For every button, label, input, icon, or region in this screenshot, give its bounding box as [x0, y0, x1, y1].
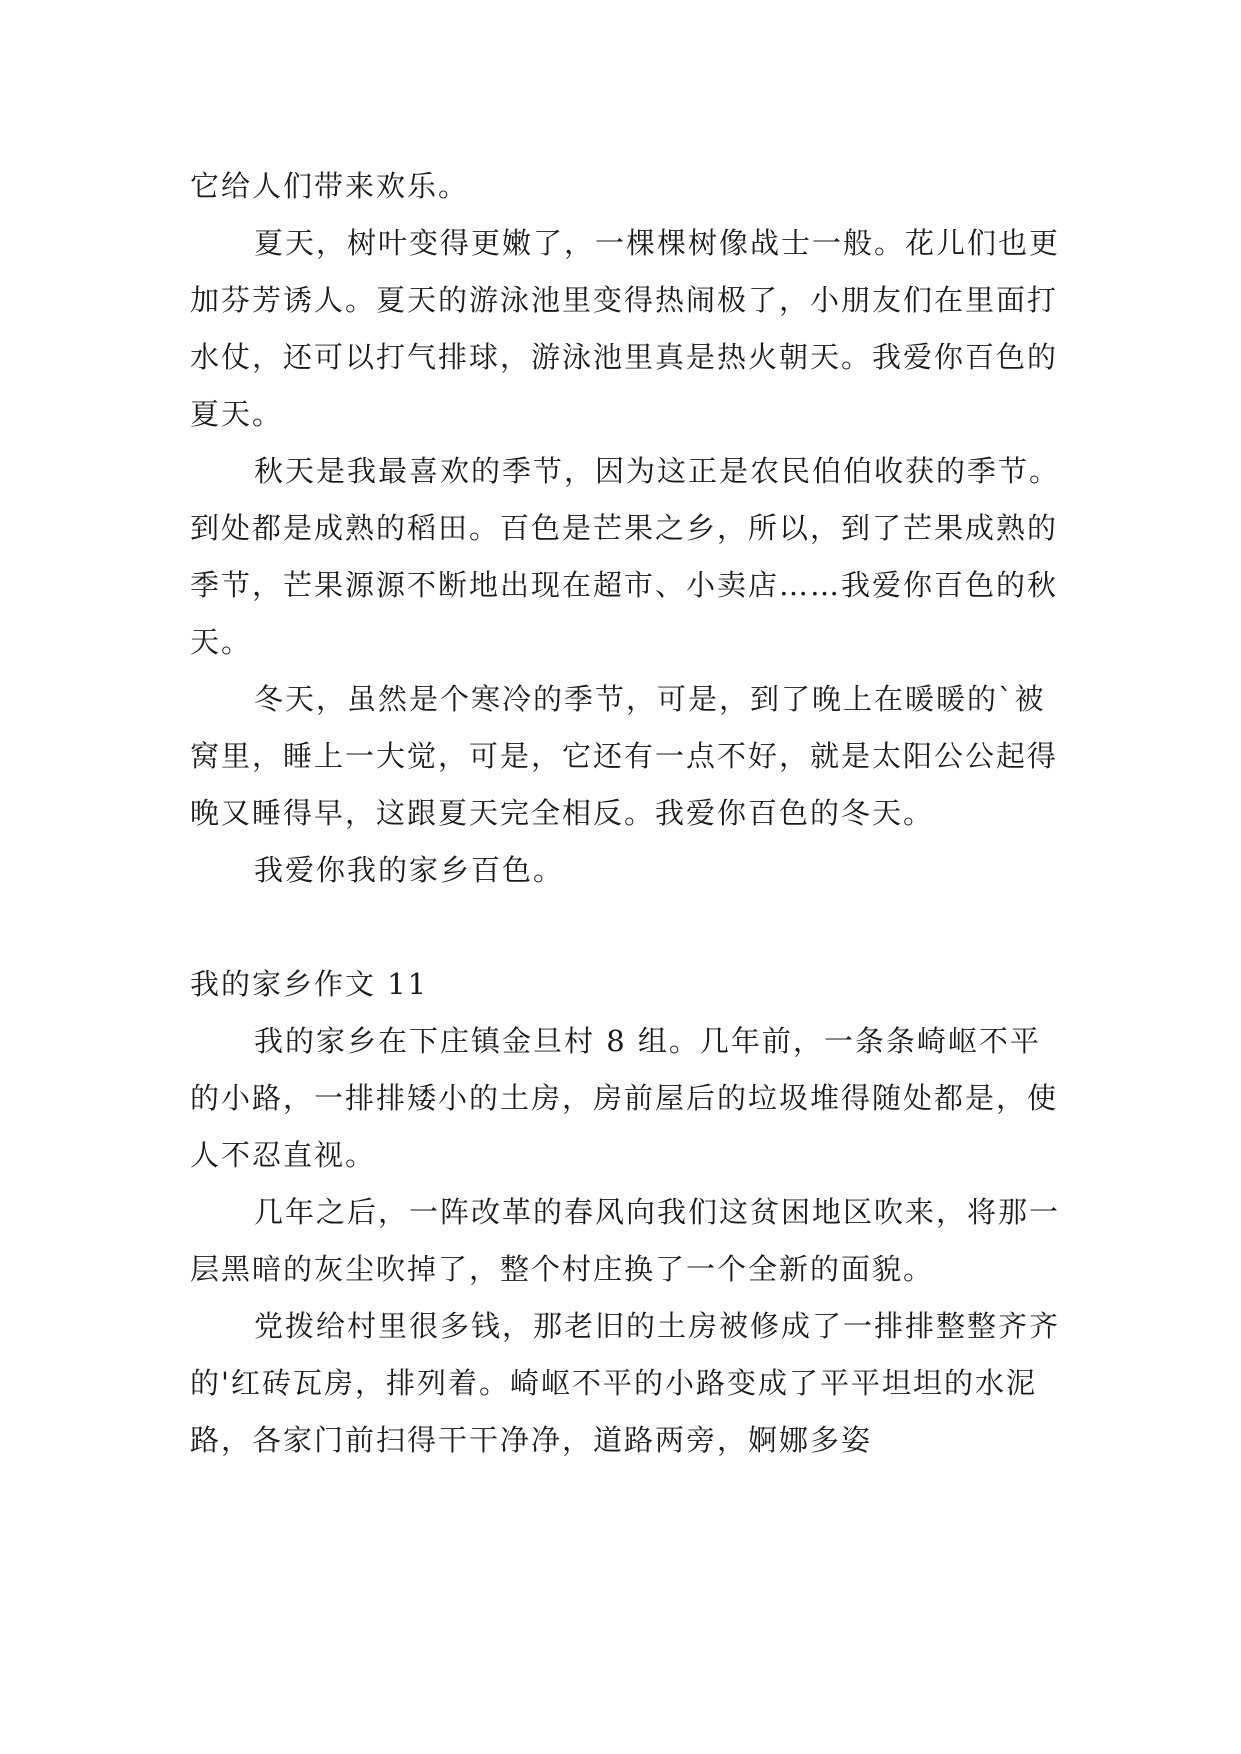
paragraph-0: 它给人们带来欢乐。	[190, 169, 470, 203]
document-body	[190, 158, 1070, 1469]
paragraph-reform: 几年之后，一阵改革的春风向我们这贫困地区吹来，将那一层黑暗的灰尘吹掉了，整个村庄换了一个全新的面貌。	[190, 1195, 1061, 1286]
paragraph-winter: 冬天，虽然是个寒冷的季节，可是，到了晚上在暖暖的`被窝里，睡上一大觉，可是，它还有一点不好，就是太阳公公起得晚又睡得早，这跟夏天完全相反。我爱你百色的冬天。	[190, 682, 1059, 830]
paragraph-new-village: 党拨给村里很多钱，那老旧的土房被修成了一排排整整齐齐的'红砖瓦房，排列着。崎岖不平的小路变成了平平坦坦的水泥路，各家门前扫得干干净净，道路两旁，婀娜多姿	[190, 1309, 1061, 1457]
paragraph-autumn: 秋天是我最喜欢的季节，因为这正是农民伯伯收获的季节。到处都是成熟的稻田。百色是芒果之乡，所以，到了芒果成熟的季节，芒果源源不断地出现在超市、小卖店……我爱你百色的秋天。	[190, 454, 1061, 659]
section-heading: 我的家乡作文 11	[190, 967, 429, 1001]
paragraph-hometown-past: 我的家乡在下庄镇金旦村 8 组。几年前，一条条崎岖不平的小路，一排排矮小的土房，房前屋后的垃圾堆得随处都是，使人不忍直视。	[190, 1024, 1059, 1172]
paragraph-summer: 夏天，树叶变得更嫩了，一棵棵树像战士一般。花儿们也更加芬芳诱人。夏天的游泳池里变得热闹极了，小朋友们在里面打水仗，还可以打气排球，游泳池里真是热火朝天。我爱你百色的夏天。	[190, 226, 1061, 431]
paragraph-closing: 我爱你我的家乡百色。	[254, 853, 565, 887]
